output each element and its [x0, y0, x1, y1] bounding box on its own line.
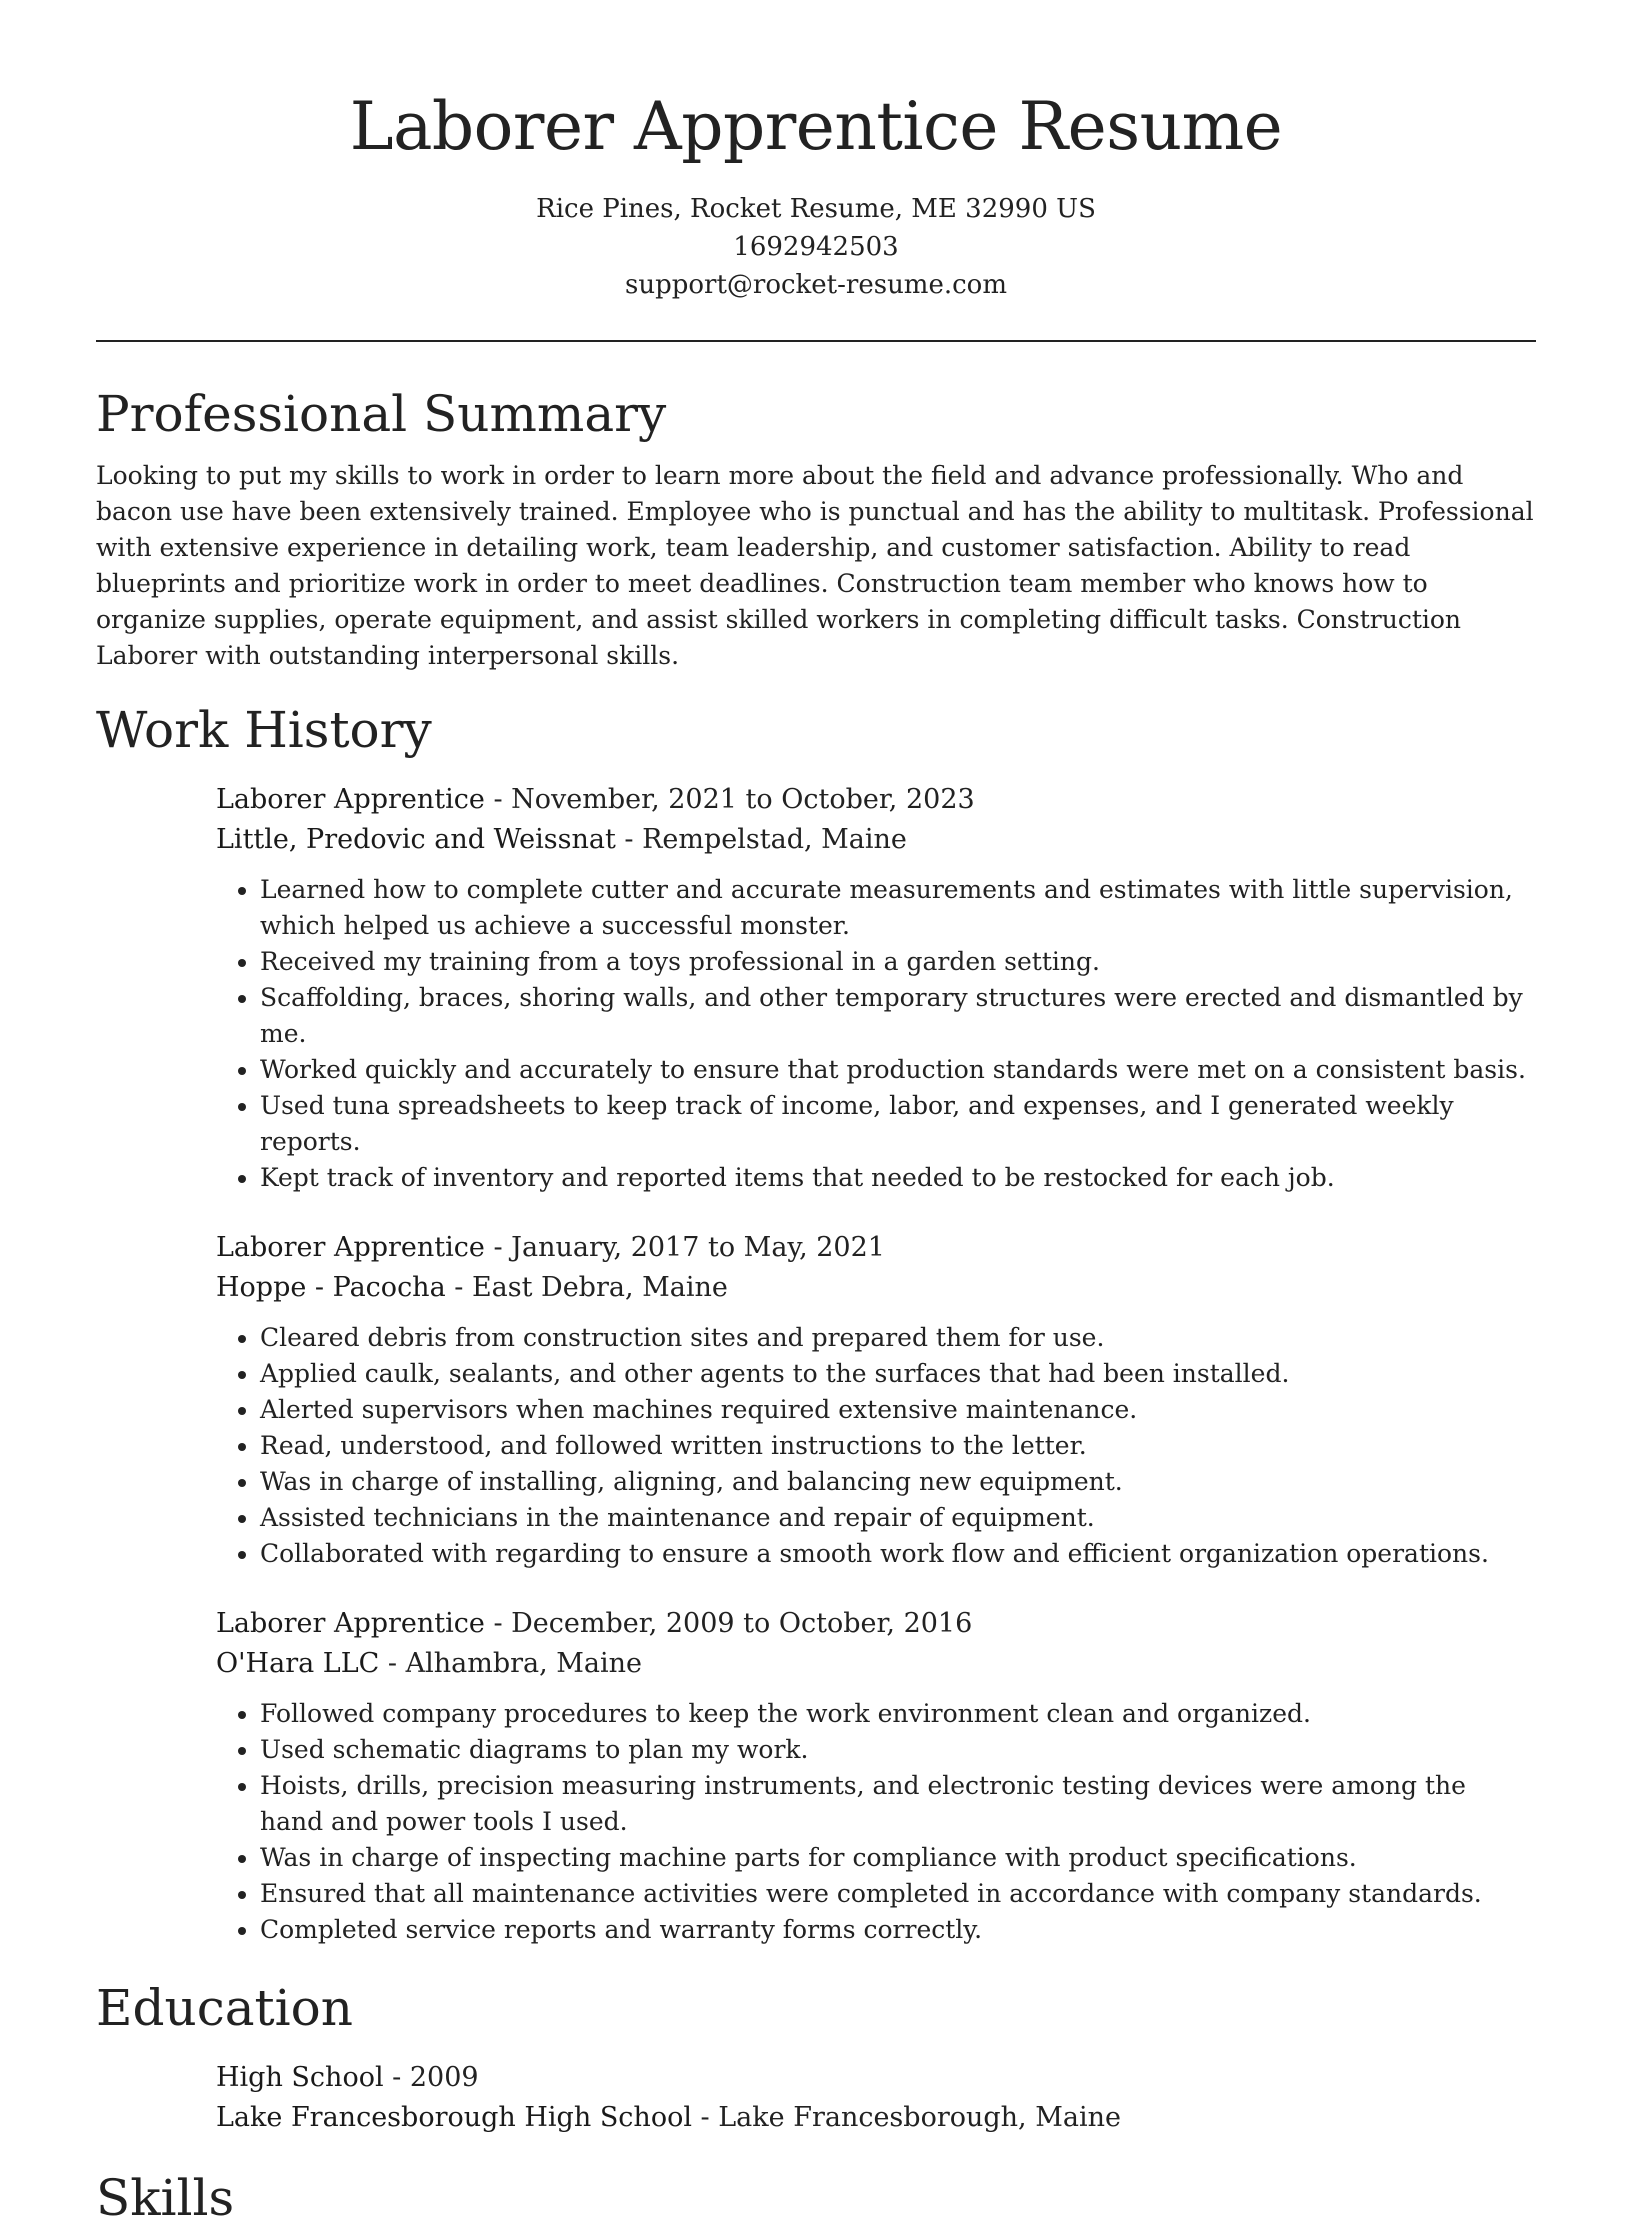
work-history-heading: Work History	[96, 701, 432, 759]
list-item: • Assisted technicians in the maintenance and repair of equipment.	[260, 1500, 1536, 1536]
resume-header	[96, 0, 1536, 304]
list-item: • Was in charge of installing, aligning, and balancing new equipment.	[260, 1464, 1536, 1500]
job-entry	[216, 780, 1536, 1196]
job-dates: - December, 2009 to October, 2016	[484, 1608, 973, 1639]
degree: High School	[216, 2062, 384, 2093]
list-item: • Alerted supervisors when machines required extensive maintenance.	[260, 1392, 1536, 1428]
job-entry	[216, 1228, 1536, 1572]
job-title-line	[216, 780, 1536, 820]
list-item: • Completed service reports and warranty forms correctly.	[260, 1912, 1536, 1948]
summary-section	[96, 382, 1536, 674]
job-company: Hoppe - Pacocha	[216, 1272, 446, 1303]
school-name: Lake Francesborough High School	[216, 2102, 692, 2133]
list-item: • Learned how to complete cutter and accurate measurements and estimates with little supervision, which helped us achieve a successful monster.	[260, 872, 1536, 944]
job-company: O'Hara LLC	[216, 1648, 380, 1679]
job-duties-list	[216, 872, 1536, 1196]
school-location: - Lake Francesborough, Maine	[691, 2102, 1121, 2133]
job-role: Laborer Apprentice	[216, 1232, 485, 1263]
address: Rice Pines, Rocket Resume, ME 32990 US	[536, 194, 1096, 224]
list-item: • Was in charge of inspecting machine parts for compliance with product specifications.	[260, 1840, 1536, 1876]
list-item: • Scaffolding, braces, shoring walls, and other temporary structures were erected and dismantled by me.	[260, 980, 1536, 1052]
job-company-line	[216, 1644, 1536, 1684]
job-location: - Rempelstad, Maine	[615, 824, 907, 855]
job-company: Little, Predovic and Weissnat	[216, 824, 616, 855]
resume-title: Laborer Apprentice Resume	[349, 88, 1283, 165]
education-heading: Education	[96, 1979, 353, 2037]
header-divider	[96, 340, 1536, 342]
summary-text: Looking to put my skills to work in order to learn more about the field and advance professionally. Who and bacon use have been extensively trained. Employee who is punctual and has the ability to multitask. Professional with extensive experience in detailing work, team leadership, and customer satisfaction. Ability to read blueprints and prioritize work in order to meet deadlines. Construction team member who knows how to organize supplies, operate equipment, and assist skilled workers in completing difficult tasks. Construction Laborer with outstanding interpersonal skills.	[96, 461, 1534, 670]
degree-line	[216, 2058, 1536, 2098]
resume-page	[96, 0, 1536, 2230]
list-item: • Used schematic diagrams to plan my work.	[260, 1732, 1536, 1768]
list-item: • Ensured that all maintenance activities were completed in accordance with company standards.	[260, 1876, 1536, 1912]
job-duties-list	[216, 1320, 1536, 1572]
summary-heading: Professional Summary	[96, 385, 667, 443]
job-location: - Alhambra, Maine	[379, 1648, 643, 1679]
list-item: • Collaborated with regarding to ensure a smooth work flow and efficient organization operations.	[260, 1536, 1536, 1572]
list-item: • Cleared debris from construction sites and prepared them for use.	[260, 1320, 1536, 1356]
phone-number: 1692942503	[733, 232, 899, 262]
job-company-line	[216, 820, 1536, 860]
job-location: - East Debra, Maine	[445, 1272, 728, 1303]
job-dates: - January, 2017 to May, 2021	[484, 1232, 885, 1263]
job-company-line	[216, 1268, 1536, 1308]
job-title-line	[216, 1604, 1536, 1644]
education-entry	[216, 2058, 1536, 2138]
email-address: support@rocket-resume.com	[624, 270, 1007, 300]
work-history-section	[96, 698, 1536, 1948]
job-duties-list	[216, 1696, 1536, 1948]
list-item: • Received my training from a toys professional in a garden setting.	[260, 944, 1536, 980]
list-item: • Worked quickly and accurately to ensure that production standards were met on a consistent basis.	[260, 1052, 1536, 1088]
list-item: • Read, understood, and followed written instructions to the letter.	[260, 1428, 1536, 1464]
school-line	[216, 2098, 1536, 2138]
graduation-year: - 2009	[383, 2062, 479, 2093]
skills-heading: Skills	[96, 2169, 235, 2227]
list-item: • Hoists, drills, precision measuring instruments, and electronic testing devices were among the hand and power tools I used.	[260, 1768, 1536, 1840]
list-item: • Used tuna spreadsheets to keep track of income, labor, and expenses, and I generated weekly reports.	[260, 1088, 1536, 1160]
job-dates: - November, 2021 to October, 2023	[484, 784, 975, 815]
job-role: Laborer Apprentice	[216, 784, 485, 815]
contact-info	[96, 190, 1536, 304]
list-item: • Followed company procedures to keep the work environment clean and organized.	[260, 1696, 1536, 1732]
job-title-line	[216, 1228, 1536, 1268]
job-role: Laborer Apprentice	[216, 1608, 485, 1639]
list-item: • Kept track of inventory and reported items that needed to be restocked for each job.	[260, 1160, 1536, 1196]
education-section	[96, 1976, 1536, 2138]
skills-section	[96, 2166, 1536, 2230]
job-entry	[216, 1604, 1536, 1948]
list-item: • Applied caulk, sealants, and other agents to the surfaces that had been installed.	[260, 1356, 1536, 1392]
